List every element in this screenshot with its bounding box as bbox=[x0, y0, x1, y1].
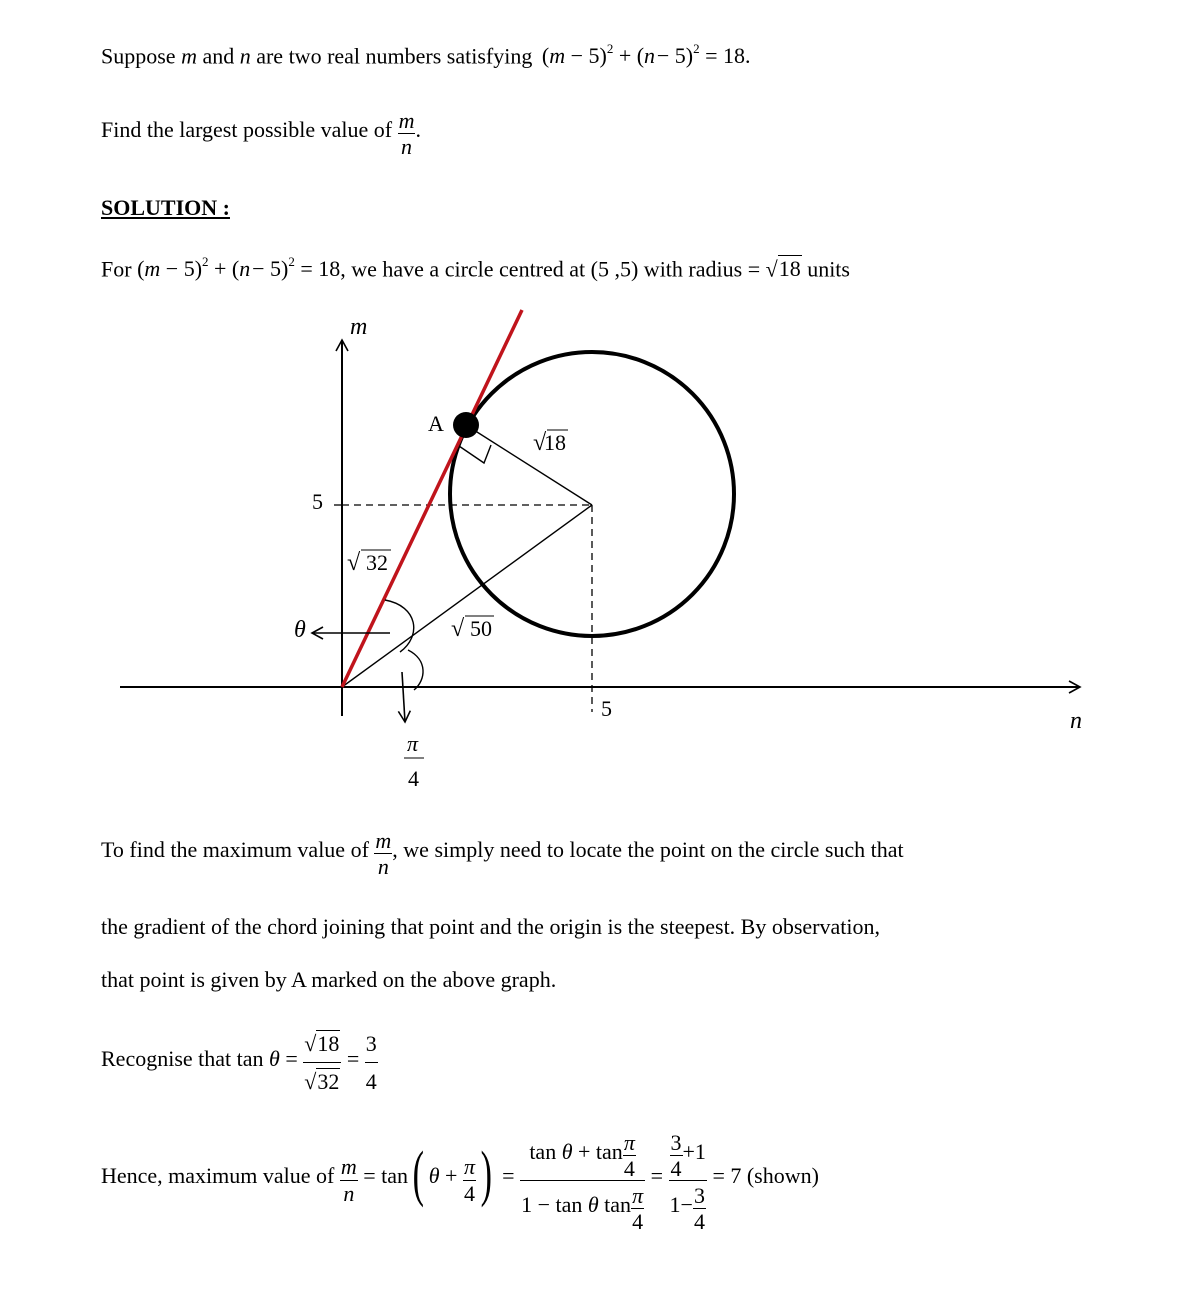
theta-arc bbox=[385, 600, 414, 652]
tangent-line bbox=[342, 310, 522, 687]
pi-over-4-arc bbox=[408, 650, 423, 690]
explanation-line-3: that point is given by A marked on the above graph. bbox=[101, 967, 557, 992]
problem-statement: Suppose m and n are two real numbers satisfying $(m - 5)^2 + (n$ − 5)$^2$ = 18. bbox=[101, 41, 751, 69]
tan-theta-line: Recognise that tan θ = $\frac{√18}{√32}$ = $\frac{3}{4}$ bbox=[101, 1031, 377, 1095]
tan-sum-fraction: tan θ + tan $\frac{\pi}{4}$ 1 − tan θ tan $\frac{\pi}{4}$ bbox=[521, 1130, 644, 1234]
explanation-line-1: To find the maximum value of $\frac{m}{n}$ , we simply need to locate the point on the circle such that bbox=[101, 828, 904, 880]
svg-text:50: 50 bbox=[470, 616, 492, 641]
label-n-axis: n bbox=[1070, 708, 1082, 734]
radius-sqrt18 bbox=[466, 425, 592, 505]
m-over-n-fraction: $\frac{m}{n}$ bbox=[375, 828, 392, 880]
svg-text:18: 18 bbox=[544, 430, 566, 455]
pi-over-4-pointer bbox=[402, 672, 405, 722]
label-m-axis: m bbox=[350, 314, 368, 340]
numeric-substitution-fraction: $\frac{3}{4}$ +1 1− $\frac{3}{4}$ bbox=[669, 1130, 706, 1234]
label-sqrt50 bbox=[451, 616, 494, 642]
pi-over-4-fraction: $\frac{\pi}{4}$ bbox=[463, 1154, 475, 1206]
label-five-n: 5 bbox=[601, 696, 612, 721]
m-over-n-fraction: $\frac{m}{n}$ bbox=[398, 108, 415, 160]
circle-description: For $(m - 5)^2 + (n$ − 5)$^2$ = 18, we have a circle centred at (5 ,5) with radius = √18 units bbox=[101, 254, 850, 282]
label-a: A bbox=[428, 411, 444, 436]
label-sqrt32 bbox=[347, 550, 391, 576]
problem-question: Find the largest possible value of $\frac{m}{n}$ . bbox=[101, 108, 421, 160]
explanation-line-2: the gradient of the chord joining that point and the origin is the steepest. By observation, bbox=[101, 914, 881, 939]
label-sqrt18 bbox=[533, 430, 568, 456]
right-angle-mark bbox=[459, 445, 491, 463]
point-a bbox=[453, 412, 479, 438]
svg-text:√: √ bbox=[533, 430, 547, 456]
three-quarters-fraction: $\frac{3}{4}$ bbox=[365, 1031, 377, 1095]
label-five-m: 5 bbox=[312, 489, 323, 514]
max-value-line: Hence, maximum value of $\frac{m}{n}$ = tan( θ + $\frac{\pi}{4}$ ) = tan θ + tan $\frac{\pi}{4}$ 1 − tan θ tan $\frac{\pi}{4}$ = $\frac{3}{4}$ +1 1− $\frac{3}{4}$ = 7 (shown) bbox=[101, 1130, 819, 1234]
svg-text:√: √ bbox=[347, 550, 361, 576]
solution-heading: SOLUTION : bbox=[101, 195, 230, 220]
label-theta: θ bbox=[294, 617, 306, 643]
svg-text:π: π bbox=[407, 731, 419, 756]
label-pi-over-4 bbox=[404, 731, 424, 791]
svg-text:√: √ bbox=[451, 616, 465, 642]
m-over-n-fraction: $\frac{m}{n}$ bbox=[340, 1154, 357, 1206]
sqrt-ratio-fraction: $\frac{√18}{√32}$ bbox=[304, 1031, 340, 1095]
svg-text:4: 4 bbox=[408, 766, 419, 791]
svg-text:32: 32 bbox=[366, 550, 388, 575]
constraint-equation: $(m - 5)^2 + (n$ − 5)$^2$ = 18. bbox=[541, 41, 751, 69]
segment-sqrt50 bbox=[342, 505, 592, 687]
